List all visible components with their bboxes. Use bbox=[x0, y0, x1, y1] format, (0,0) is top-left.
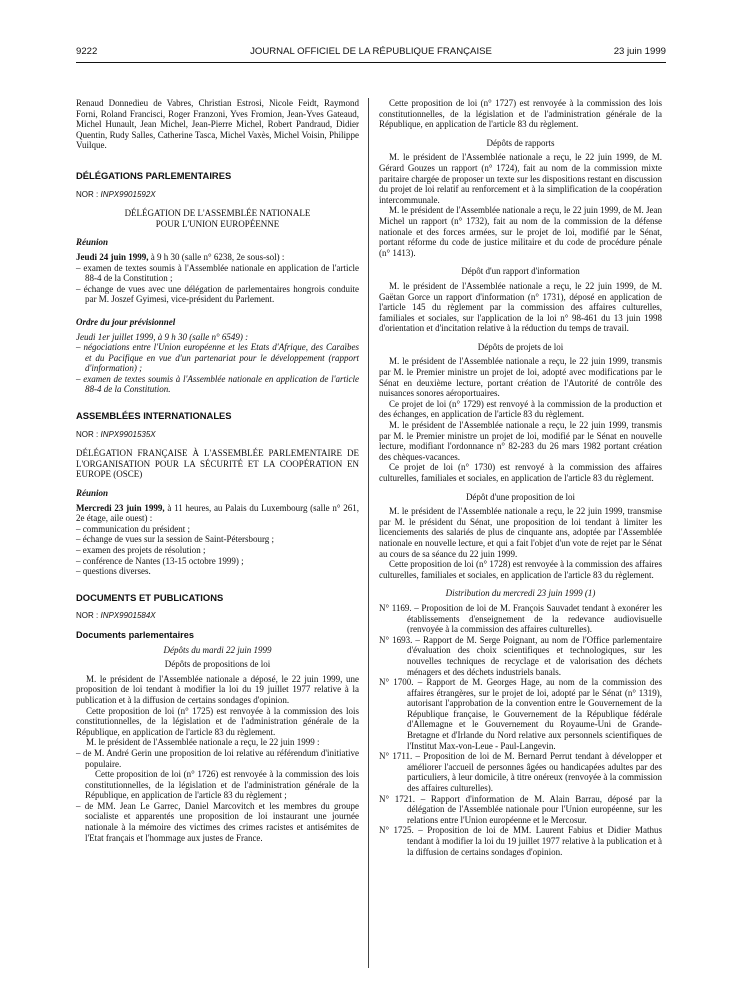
paragraph: Cette proposition de loi (n° 1728) est renvoyée à la commission des affaires culturelles, familiales et sociales, en application de l'article 83 du règlement. bbox=[379, 559, 662, 580]
agenda-item: – échange de vues sur la session de Saint-Pétersbourg ; bbox=[76, 534, 275, 545]
paragraph: M. le président de l'Assemblée nationale a reçu, le 22 juin 1999 : bbox=[86, 737, 320, 748]
section-title-documents: DOCUMENTS ET PUBLICATIONS bbox=[76, 591, 224, 603]
paragraph: M. le président de l'Assemblée nationale a reçu, le 22 juin 1999, de M. Gérard Gouzes un rapport (n° 1724), fait au nom de la commission mixte paritaire chargée de proposer un texte sur les dispositions restant en discussion du projet de loi relatif au renforcement et à la simplification de la coopération intercommunale. bbox=[379, 152, 663, 205]
agenda-item: – examen des projets de résolution ; bbox=[76, 545, 206, 555]
section-title-delegations: DÉLÉGATIONS PARLEMENTAIRES bbox=[76, 169, 232, 181]
meeting-date: Jeudi 24 juin 1999, à 9 h 30 (salle n° 6238, 2e sous-sol) : bbox=[76, 251, 285, 262]
nor-reference: NOR : INPX9901584X bbox=[76, 611, 156, 621]
heading-rapport-information: Dépôt d'un rapport d'information bbox=[461, 266, 580, 277]
header-rule bbox=[76, 62, 666, 63]
journal-title: JOURNAL OFFICIEL DE LA RÉPUBLIQUE FRANÇAISE bbox=[250, 46, 492, 57]
ordre-date: Jeudi 1er juillet 1999, à 9 h 30 (salle n° 6549) : bbox=[76, 331, 249, 342]
distribution-item: N° 1693. – Rapport de M. Serge Poignant, au nom de l'Office parlementaire d'évaluation des choix scientifiques et technologiques, sur les nouvelles techniques de recyclage et de valorisation des déchets ménagers et des déchets industriels banals. bbox=[379, 634, 662, 677]
issue-date: 23 juin 1999 bbox=[613, 46, 666, 57]
heading-projets: Dépôts de projets de loi bbox=[477, 341, 564, 352]
distribution-item: N° 1700. – Rapport de M. Georges Hage, au nom de la commission des affaires étrangères, sur le projet de loi, adopté par le Sénat (n° 1319), autorisant l'approbation de la convention entre le Gouvernement de la République française, le Gouvernement de la République fédérale d'Allemagne et le Gouvernement du Royaume-Uni de Grande-Bretagne et d'Irlande du Nord relative aux personnels scientifiques de l'Institut Max-von-Leue - Paul-Langevin. bbox=[379, 677, 662, 751]
paragraph: Ce projet de loi (n° 1730) est renvoyé à la commission des affaires culturelles, familiales et sociales, en application de l'article 83 du règlement. bbox=[379, 462, 662, 483]
depots-heading: Dépôts de propositions de loi bbox=[164, 659, 271, 670]
agenda-item: – examen de textes soumis à l'Assemblée nationale en application de l'article 88-4 de la Constitution ; bbox=[76, 262, 359, 284]
dash-item: – de M. André Gerin une proposition de loi relative au référendum d'initiative populaire. bbox=[76, 747, 359, 769]
nor-reference: NOR : INPX9901592X bbox=[76, 189, 156, 199]
paragraph: M. le président de l'Assemblée nationale a reçu, le 22 juin 1999, de M. Jean Michel un rapport (n° 1732), fait au nom de la commission de la défense nationale et des forces armées, sur le projet de loi, modifié par le Sénat, portant réforme du code de justice militaire et du code de procédure pénale (n° 1413). bbox=[379, 205, 662, 258]
heading-rapports: Dépôts de rapports bbox=[486, 137, 555, 148]
agenda-item: – échange de vues avec une délégation de parlementaires hongrois conduite par M. Joszef Gyimesi, vice-président du Parlement. bbox=[76, 283, 359, 305]
meeting-date: Mercredi 23 juin 1999, à 11 heures, au Palais du Luxembourg (salle n° 261, 2e étage, aile ouest) : bbox=[76, 502, 359, 524]
paragraph: M. le président de l'Assemblée nationale a déposé, le 22 juin 1999, une proposition de loi tendant à modifier la loi du 19 juillet 1977 relative à la publication et à la diffusion de certains sondages d'opinion. bbox=[76, 673, 359, 705]
distribution-item: N° 1169. – Proposition de loi de M. François Sauvadet tendant à exonérer les établissements d'enseignement de la redevance audiovisuelle (renvoyée à la commission des affaires culturelles). bbox=[379, 602, 662, 635]
page-number: 9222 bbox=[76, 46, 98, 57]
distribution-item: N° 1711. – Proposition de loi de M. Bernard Perrut tendant à développer et améliorer l'accueil de personnes âgées ou handicapées adultes par des particuliers, à leur domicile, à titre onéreux (renvoyée à la commission des affaires culturelles). bbox=[379, 751, 662, 794]
paragraph: M. le président de l'Assemblée nationale a reçu, le 22 juin 1999, transmis par M. le Premier ministre un projet de loi, modifié par le Sénat en nouvelle lecture, modifiant l'ordonnance n° 82-283 du 26 mars 1982 portant création des chèques-vacances. bbox=[379, 420, 662, 462]
paragraph: Cette proposition de loi (n° 1725) est renvoyée à la commission des lois constitutionnelles, de la législation et de l'administration générale de la République, en application de l'article 83 du règlement. bbox=[76, 705, 359, 737]
column-divider bbox=[368, 98, 369, 968]
nor-reference: NOR : INPX9901535X bbox=[76, 429, 156, 439]
heading-distribution: Distribution du mercredi 23 juin 1999 (1) bbox=[445, 588, 596, 599]
reunion-heading: Réunion bbox=[76, 488, 109, 499]
delegation-subtitle: DÉLÉGATION DE L'ASSEMBLÉE NATIONALE POUR L'UNION EUROPÉENNE bbox=[124, 208, 311, 229]
ordre-heading: Ordre du jour prévisionnel bbox=[76, 316, 176, 327]
section-title-assemblees: ASSEMBLÉES INTERNATIONALES bbox=[76, 410, 232, 422]
agenda-item: – conférence de Nantes (13-15 octobre 1999) ; bbox=[76, 555, 244, 566]
running-header bbox=[76, 46, 666, 60]
agenda-item: – examen de textes soumis à l'Assemblée nationale en application de l'article 88-4 de la Constitution. bbox=[76, 373, 359, 395]
agenda-item: – communication du président ; bbox=[76, 523, 190, 534]
agenda-item: – négociations entre l'Union européenne et les Etats d'Afrique, des Caraïbes et du Pacifique en vue d'un partenariat pour le développement (rapport d'information) ; bbox=[76, 342, 359, 374]
right-column bbox=[379, 98, 662, 857]
paragraph: M. le président de l'Assemblée nationale a reçu, le 22 juin 1999, transmise par M. le président du Sénat, une proposition de loi tendant à limiter les licenciements des salariés de plus de cinquante ans, adoptée par l'Assemblée nationale en nouvelle lecture, et qui a fait l'objet d'un vote de rejet par le Sénat au cours de sa séance du 22 juin 1999. bbox=[379, 506, 662, 559]
paragraph: Cette proposition de loi (n° 1727) est renvoyée à la commission des lois constitutionnelles, de la législation et de l'administration générale de la République, en application de l'article 83 du règlement. bbox=[379, 98, 662, 130]
depots-date: Dépôts du mardi 22 juin 1999 bbox=[163, 644, 272, 655]
dash-item: – de MM. Jean Le Garrec, Daniel Marcovitch et les membres du groupe socialiste et apparentés une proposition de loi instaurant une journée nationale à la mémoire des victimes des crimes racistes et antisémites de l'Etat français et l'hommage aux justes de France. bbox=[76, 800, 359, 843]
heading-proposition: Dépôt d'une proposition de loi bbox=[465, 491, 576, 502]
agenda-item: – questions diverses. bbox=[76, 566, 151, 577]
paragraph: M. le président de l'Assemblée nationale a reçu, le 22 juin 1999, transmis par M. le Premier ministre un projet de loi, adopté avec modifications par le Sénat en deuxième lecture, portant création de l'Autorité de contrôle des nuisances sonores aéroportuaires. bbox=[379, 356, 662, 399]
reunion-heading: Réunion bbox=[76, 237, 109, 248]
members-list: Renaud Donnedieu de Vabres, Christian Estrosi, Nicole Feidt, Raymond Forni, Roland Francisci, Roger Franzoni, Yves Fromion, Jean-Yves Gateaud, Michel Hunault, Jean Michel, Jean-Pierre Michel, Robert Pandraud, Didier Quentin, Rudy Salles, Catherine Tasca, Michel Vaxès, Michel Voisin, Philippe Vuilque. bbox=[76, 98, 359, 151]
left-column bbox=[76, 98, 359, 843]
distribution-item: N° 1721. – Rapport d'information de M. Alain Barrau, déposé par la délégation de l'Assemblée nationale pour l'Union européenne, sur les relations entre l'Union européenne et le Mercosur. bbox=[379, 793, 662, 825]
documents-subtitle: Documents parlementaires bbox=[76, 629, 194, 640]
distribution-item: N° 1725. – Proposition de loi de MM. Laurent Fabius et Didier Mathus tendant à modifier la loi du 19 juillet 1977 relative à la publication et à la diffusion de certains sondages d'opinion. bbox=[379, 825, 662, 857]
delegation-subtitle: DÉLÉGATION FRANÇAISE À L'ASSEMBLÉE PARLEMENTAIRE DE L'ORGANISATION POUR LA SÉCURITÉ ET LA COOPÉRATION EN EUROPE (OSCE) bbox=[76, 448, 359, 480]
paragraph: Cette proposition de loi (n° 1726) est renvoyée à la commission des lois constitutionnelles, de la législation et de l'administration générale de la République, en application de l'article 83 du règlement ; bbox=[85, 769, 359, 801]
paragraph: M. le président de l'Assemblée nationale a reçu, le 22 juin 1999, de M. Gaëtan Gorce un rapport d'information (n° 1731), déposé en application de l'article 145 du règlement par la commission des affaires culturelles, familiales et sociales, sur l'application de la loi n° 98-461 du 13 juin 1998 d'orientation et d'incitation relative à la réduction du temps de travail. bbox=[379, 280, 662, 334]
paragraph: Ce projet de loi (n° 1729) est renvoyé à la commission de la production et des échanges, en application de l'article 83 du règlement. bbox=[379, 398, 662, 420]
